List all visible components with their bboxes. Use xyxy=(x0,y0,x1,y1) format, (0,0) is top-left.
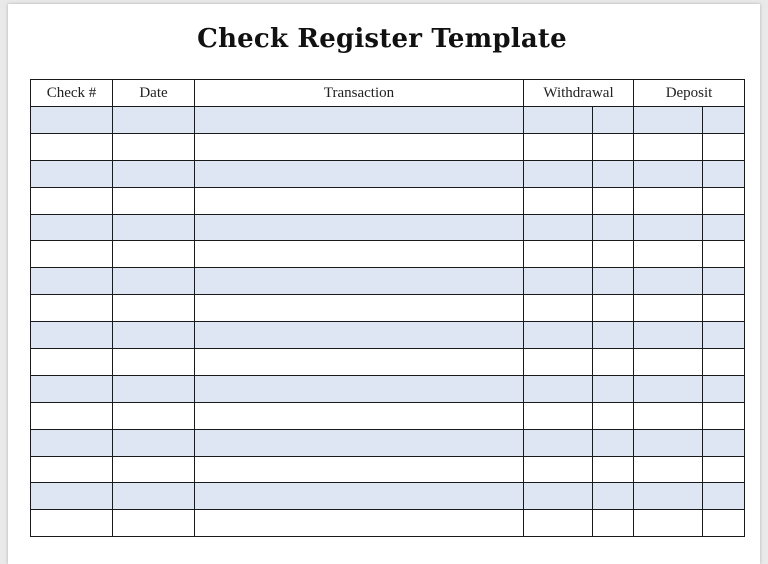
cell-deposit-dollars[interactable] xyxy=(634,429,703,456)
cell-withdrawal-cents[interactable] xyxy=(593,510,634,537)
cell-withdrawal-dollars[interactable] xyxy=(524,160,593,187)
column-header-deposit: Deposit xyxy=(634,80,745,107)
cell-withdrawal-cents[interactable] xyxy=(593,456,634,483)
cell-deposit-cents[interactable] xyxy=(703,483,745,510)
cell-withdrawal-cents[interactable] xyxy=(593,483,634,510)
cell-deposit-dollars[interactable] xyxy=(634,402,703,429)
cell-withdrawal-cents[interactable] xyxy=(593,107,634,134)
table-row xyxy=(31,187,745,214)
cell-deposit-dollars[interactable] xyxy=(634,349,703,376)
document-page xyxy=(8,4,760,564)
cell-withdrawal-dollars[interactable] xyxy=(524,349,593,376)
cell-deposit-cents[interactable] xyxy=(703,402,745,429)
cell-withdrawal-dollars[interactable] xyxy=(524,295,593,322)
cell-withdrawal-dollars[interactable] xyxy=(524,402,593,429)
cell-withdrawal-cents[interactable] xyxy=(593,187,634,214)
cell-transaction[interactable] xyxy=(195,160,524,187)
cell-transaction[interactable] xyxy=(195,295,524,322)
cell-withdrawal-cents[interactable] xyxy=(593,268,634,295)
cell-deposit-dollars[interactable] xyxy=(634,214,703,241)
cell-deposit-dollars[interactable] xyxy=(634,375,703,402)
cell-deposit-cents[interactable] xyxy=(703,510,745,537)
cell-date[interactable] xyxy=(113,268,195,295)
table-row xyxy=(31,510,745,537)
cell-withdrawal-dollars[interactable] xyxy=(524,268,593,295)
table-row xyxy=(31,483,745,510)
cell-withdrawal-cents[interactable] xyxy=(593,133,634,160)
table-row xyxy=(31,322,745,349)
cell-check-number[interactable] xyxy=(31,429,113,456)
cell-transaction[interactable] xyxy=(195,456,524,483)
cell-date[interactable] xyxy=(113,429,195,456)
cell-check-number[interactable] xyxy=(31,510,113,537)
cell-deposit-cents[interactable] xyxy=(703,160,745,187)
cell-deposit-cents[interactable] xyxy=(703,214,745,241)
cell-withdrawal-dollars[interactable] xyxy=(524,241,593,268)
cell-check-number[interactable] xyxy=(31,107,113,134)
cell-date[interactable] xyxy=(113,322,195,349)
table-row xyxy=(31,402,745,429)
cell-check-number[interactable] xyxy=(31,375,113,402)
cell-deposit-dollars[interactable] xyxy=(634,510,703,537)
column-header-withdrawal: Withdrawal xyxy=(524,80,634,107)
cell-deposit-cents[interactable] xyxy=(703,456,745,483)
cell-transaction[interactable] xyxy=(195,483,524,510)
table-row xyxy=(31,375,745,402)
table-row xyxy=(31,241,745,268)
table-row xyxy=(31,133,745,160)
cell-withdrawal-cents[interactable] xyxy=(593,241,634,268)
cell-date[interactable] xyxy=(113,375,195,402)
cell-check-number[interactable] xyxy=(31,483,113,510)
cell-transaction[interactable] xyxy=(195,429,524,456)
cell-date[interactable] xyxy=(113,160,195,187)
cell-withdrawal-cents[interactable] xyxy=(593,295,634,322)
cell-deposit-cents[interactable] xyxy=(703,268,745,295)
cell-deposit-cents[interactable] xyxy=(703,241,745,268)
cell-date[interactable] xyxy=(113,483,195,510)
cell-withdrawal-cents[interactable] xyxy=(593,214,634,241)
cell-date[interactable] xyxy=(113,107,195,134)
cell-withdrawal-dollars[interactable] xyxy=(524,107,593,134)
table-row xyxy=(31,107,745,134)
cell-check-number[interactable] xyxy=(31,402,113,429)
column-header-date: Date xyxy=(113,80,195,107)
header-row xyxy=(31,80,745,107)
cell-deposit-cents[interactable] xyxy=(703,349,745,376)
cell-deposit-dollars[interactable] xyxy=(634,295,703,322)
cell-deposit-cents[interactable] xyxy=(703,187,745,214)
cell-withdrawal-dollars[interactable] xyxy=(524,375,593,402)
table-row xyxy=(31,295,745,322)
cell-withdrawal-cents[interactable] xyxy=(593,322,634,349)
cell-check-number[interactable] xyxy=(31,295,113,322)
column-header-transaction: Transaction xyxy=(195,80,524,107)
check-register-table xyxy=(30,79,745,537)
cell-date[interactable] xyxy=(113,214,195,241)
cell-check-number[interactable] xyxy=(31,349,113,376)
table-row xyxy=(31,214,745,241)
cell-deposit-dollars[interactable] xyxy=(634,133,703,160)
cell-withdrawal-cents[interactable] xyxy=(593,375,634,402)
cell-date[interactable] xyxy=(113,456,195,483)
cell-withdrawal-dollars[interactable] xyxy=(524,456,593,483)
cell-withdrawal-dollars[interactable] xyxy=(524,483,593,510)
cell-date[interactable] xyxy=(113,402,195,429)
cell-transaction[interactable] xyxy=(195,241,524,268)
cell-deposit-dollars[interactable] xyxy=(634,456,703,483)
cell-check-number[interactable] xyxy=(31,322,113,349)
cell-deposit-cents[interactable] xyxy=(703,107,745,134)
cell-deposit-dollars[interactable] xyxy=(634,160,703,187)
cell-withdrawal-dollars[interactable] xyxy=(524,510,593,537)
cell-withdrawal-dollars[interactable] xyxy=(524,133,593,160)
column-header-check: Check # xyxy=(31,80,113,107)
cell-date[interactable] xyxy=(113,133,195,160)
cell-transaction[interactable] xyxy=(195,214,524,241)
cell-date[interactable] xyxy=(113,187,195,214)
cell-date[interactable] xyxy=(113,241,195,268)
cell-date[interactable] xyxy=(113,349,195,376)
cell-transaction[interactable] xyxy=(195,375,524,402)
cell-check-number[interactable] xyxy=(31,268,113,295)
cell-deposit-dollars[interactable] xyxy=(634,107,703,134)
cell-withdrawal-dollars[interactable] xyxy=(524,322,593,349)
cell-transaction[interactable] xyxy=(195,322,524,349)
cell-deposit-cents[interactable] xyxy=(703,429,745,456)
cell-deposit-dollars[interactable] xyxy=(634,483,703,510)
cell-withdrawal-cents[interactable] xyxy=(593,349,634,376)
table-row xyxy=(31,456,745,483)
table-row xyxy=(31,349,745,376)
cell-transaction[interactable] xyxy=(195,402,524,429)
cell-date[interactable] xyxy=(113,510,195,537)
cell-withdrawal-cents[interactable] xyxy=(593,429,634,456)
register-body xyxy=(31,107,745,537)
cell-check-number[interactable] xyxy=(31,214,113,241)
cell-deposit-dollars[interactable] xyxy=(634,241,703,268)
cell-deposit-cents[interactable] xyxy=(703,375,745,402)
cell-transaction[interactable] xyxy=(195,268,524,295)
cell-withdrawal-cents[interactable] xyxy=(593,160,634,187)
cell-transaction[interactable] xyxy=(195,349,524,376)
cell-check-number[interactable] xyxy=(31,133,113,160)
cell-deposit-dollars[interactable] xyxy=(634,322,703,349)
cell-check-number[interactable] xyxy=(31,456,113,483)
cell-transaction[interactable] xyxy=(195,133,524,160)
table-row xyxy=(31,160,745,187)
page-title: Check Register Template xyxy=(197,24,567,54)
cell-check-number[interactable] xyxy=(31,160,113,187)
cell-withdrawal-dollars[interactable] xyxy=(524,214,593,241)
cell-withdrawal-dollars[interactable] xyxy=(524,429,593,456)
cell-transaction[interactable] xyxy=(195,107,524,134)
cell-transaction[interactable] xyxy=(195,510,524,537)
cell-date[interactable] xyxy=(113,295,195,322)
cell-check-number[interactable] xyxy=(31,187,113,214)
cell-deposit-dollars[interactable] xyxy=(634,187,703,214)
table-row xyxy=(31,429,745,456)
cell-transaction[interactable] xyxy=(195,187,524,214)
cell-withdrawal-cents[interactable] xyxy=(593,402,634,429)
cell-withdrawal-dollars[interactable] xyxy=(524,187,593,214)
cell-deposit-cents[interactable] xyxy=(703,322,745,349)
table-row xyxy=(31,268,745,295)
cell-deposit-cents[interactable] xyxy=(703,295,745,322)
cell-deposit-cents[interactable] xyxy=(703,133,745,160)
cell-check-number[interactable] xyxy=(31,241,113,268)
cell-deposit-dollars[interactable] xyxy=(634,268,703,295)
